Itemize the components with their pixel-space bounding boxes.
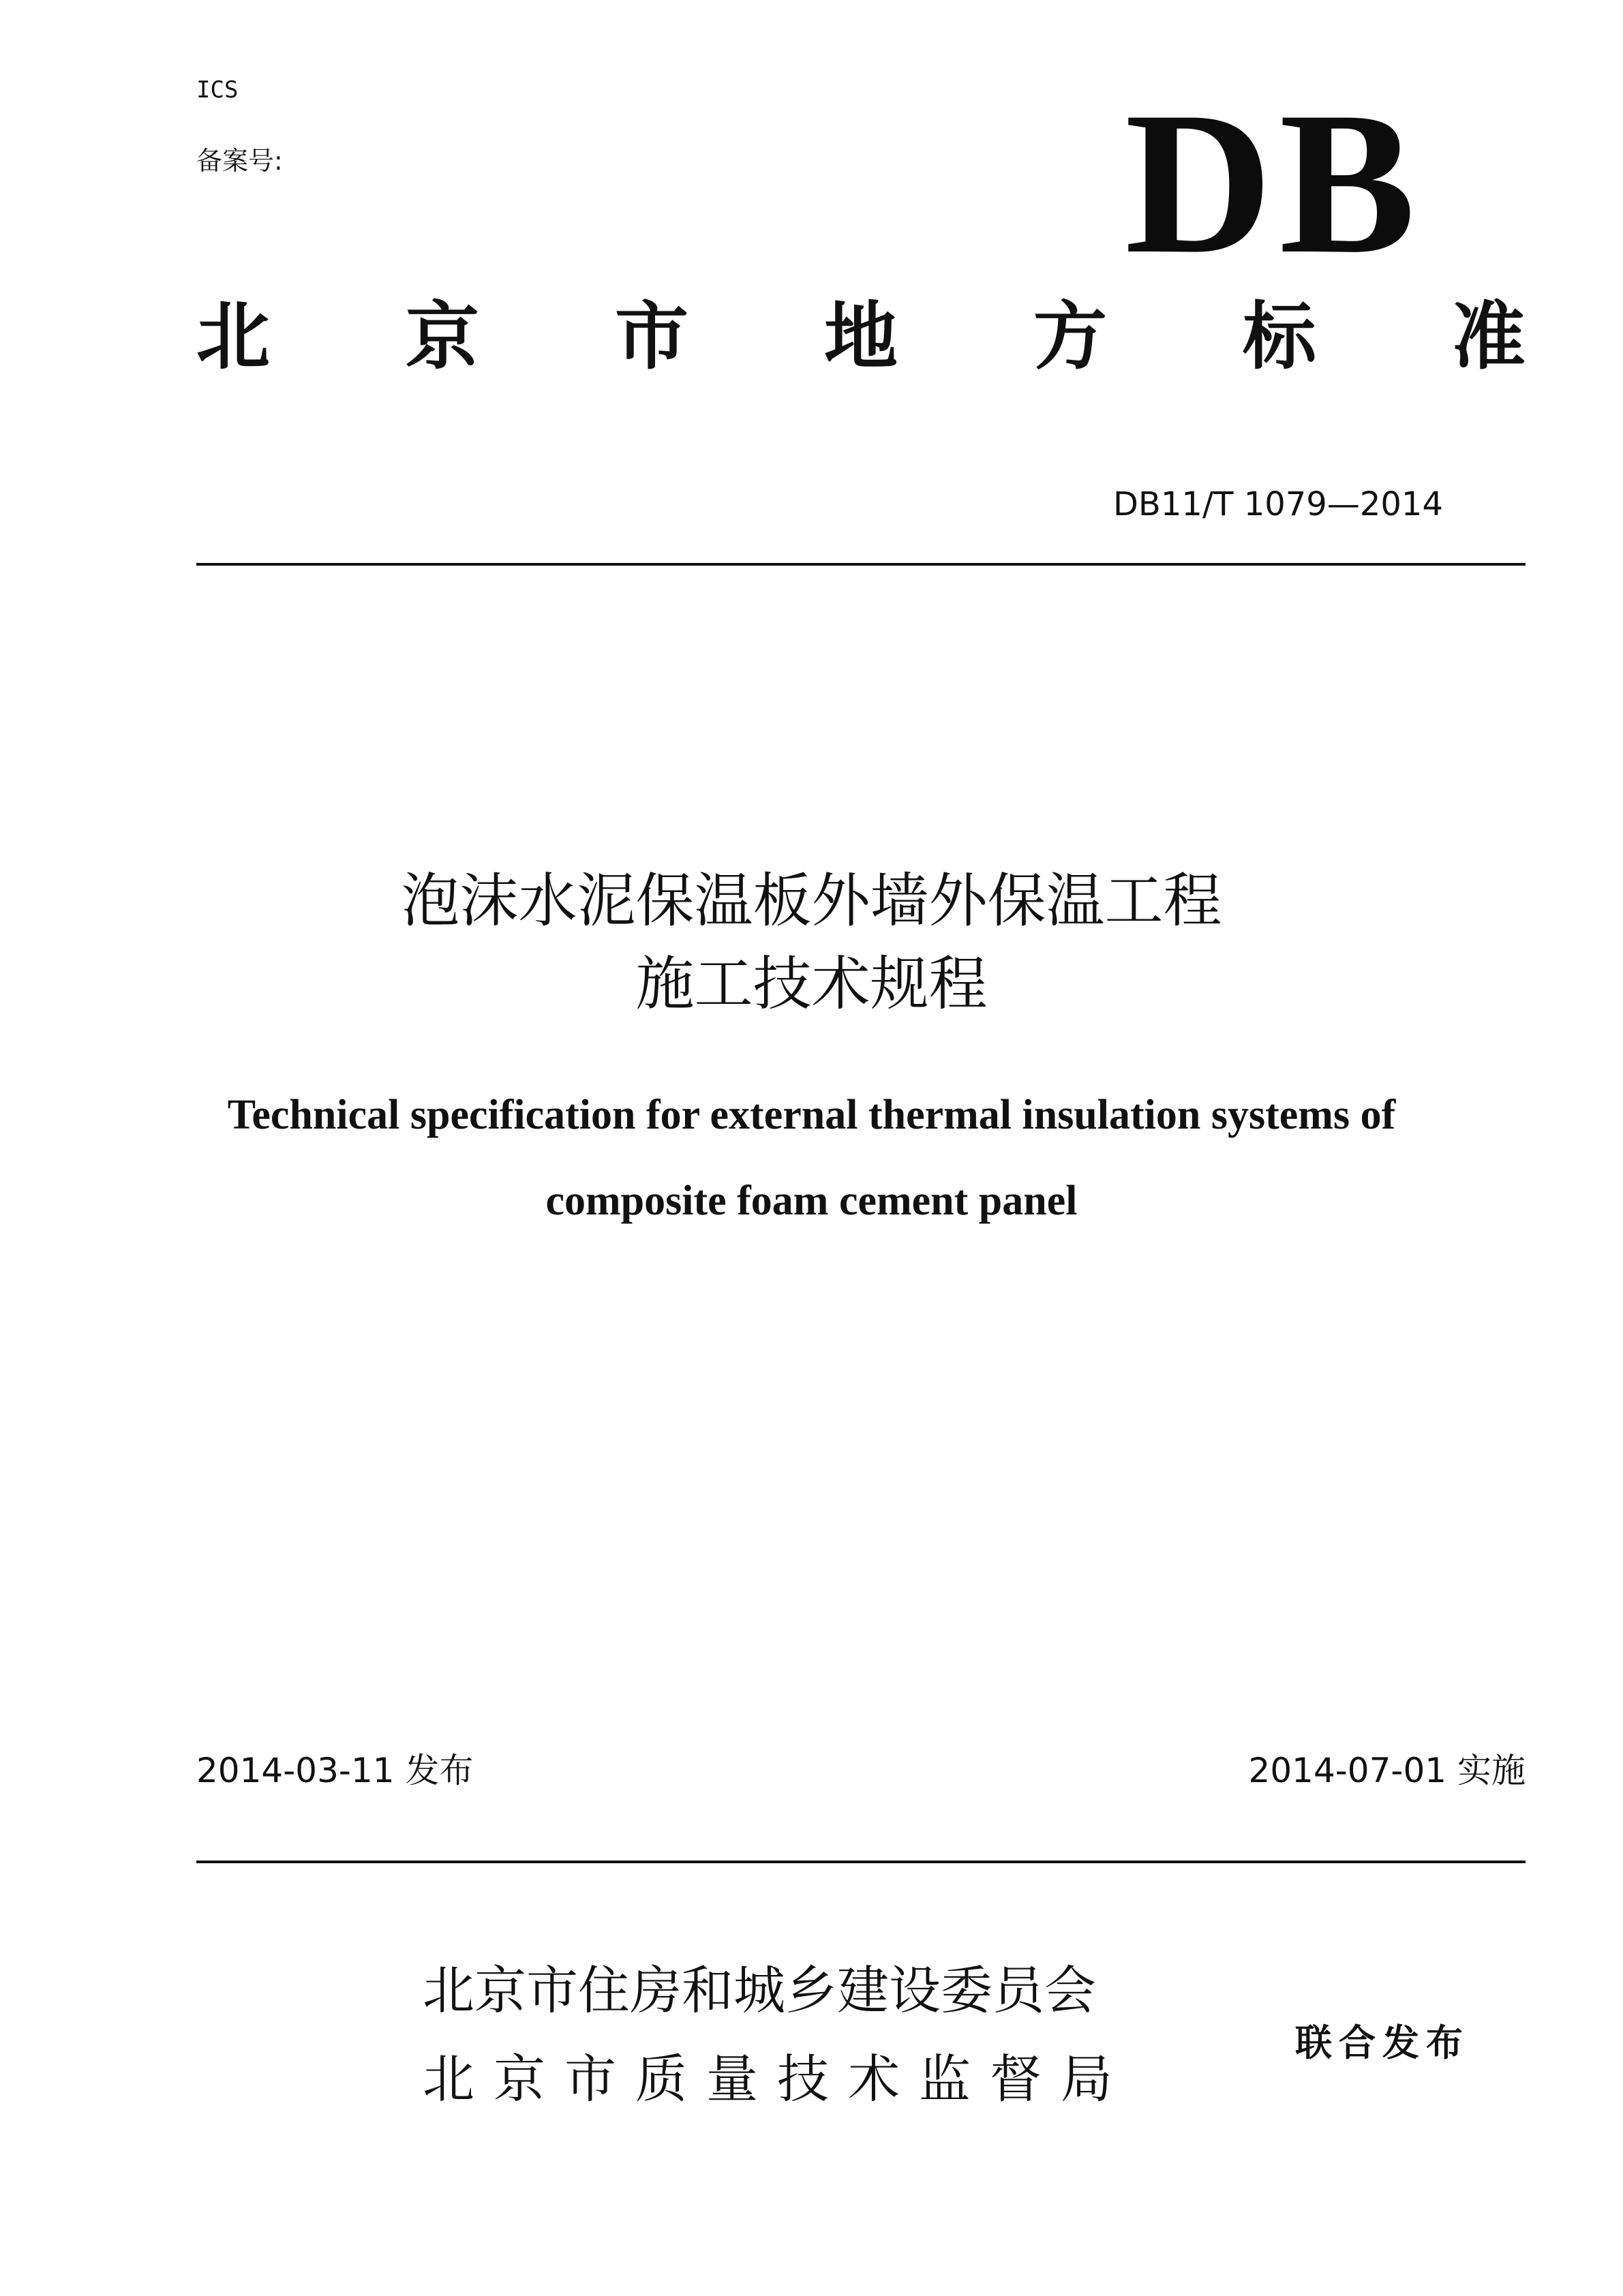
issuer-housing-commission: 北京市住房和城乡建设委员会	[423, 1960, 1096, 2021]
standard-class-char: 北	[196, 294, 271, 380]
record-number-label: 备案号:	[196, 146, 283, 176]
title-cn-line1: 泡沫水泥保温板外墙外保温工程	[401, 867, 1222, 935]
bottom-divider	[196, 1861, 1526, 1863]
issuer-quality-bureau: 北京市质量技术监督局	[423, 2049, 1132, 2109]
title-en-line2: composite foam cement panel	[545, 1178, 1078, 1224]
top-divider	[196, 563, 1526, 566]
standard-class-char: 标	[1242, 294, 1316, 380]
standard-class-char: 市	[614, 294, 688, 380]
db-logo: DB	[1125, 70, 1423, 296]
standard-class-char: 准	[1451, 294, 1526, 380]
implementation-date: 2014-07-01 实施	[1248, 1751, 1526, 1790]
issue-date: 2014-03-11 发布	[196, 1751, 474, 1790]
ics-label: ICS	[196, 76, 239, 104]
standard-class-heading	[196, 293, 1526, 382]
title-en-line1: Technical specification for external thermal insulation systems of	[227, 1092, 1396, 1138]
standard-class-char: 方	[1033, 294, 1107, 380]
title-cn-line2: 施工技术规程	[635, 950, 988, 1018]
joint-issue-label: 联合发布	[1295, 2021, 1470, 2064]
standard-class-char: 京	[405, 294, 479, 380]
standard-number: DB11/T 1079—2014	[1112, 485, 1443, 523]
standard-class-char: 地	[823, 294, 898, 380]
